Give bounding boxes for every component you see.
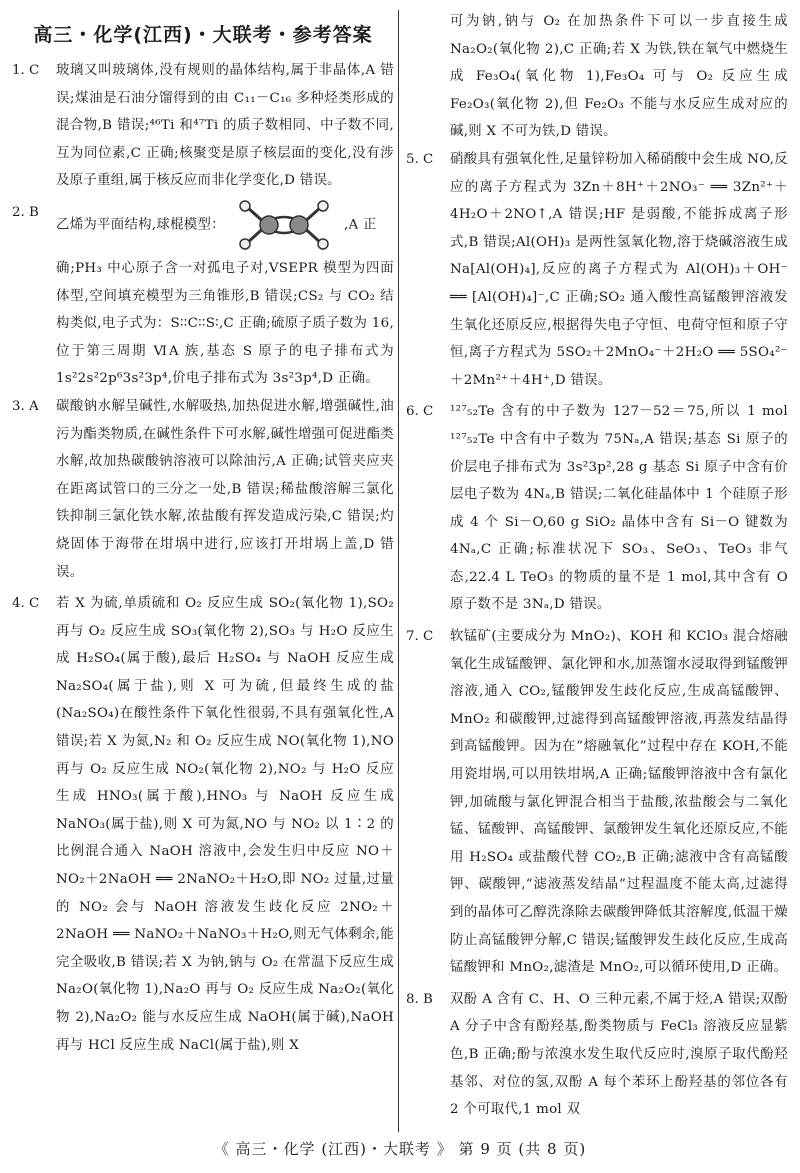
answer-item-5 [406, 146, 788, 394]
answer-number: 4. C [12, 596, 40, 612]
answer-item-6 [406, 398, 788, 619]
left-column [12, 14, 394, 1063]
column-divider [398, 10, 399, 1132]
answer-text: ¹²⁷₅₂Te 含有的中子数为 127－52＝75,所以 1 mol ¹²⁷₅₂Te 中含有中子数为 75Nₐ,A 错误;基态 Si 原子的价层电子排布式为 3s²3p²,28 g 基态 Si 原子中含有价层电子数为 4Nₐ,B 错误;二氧化硅晶体中 1 个硅原子形成 4 个 Si－O,60 g SiO₂ 晶体中含有 Si－O 键数为 4Nₐ,C 正确;标准状况下 SO₃、SeO₃、TeO₃ 非气态,22.4 L TeO₃ 的物质的量不是 1 mol,其中含有 O 原子数不是 3Nₐ,D 错误。 [450, 404, 788, 613]
answer-number: 7. C [406, 629, 434, 645]
answer-number: 2. B [12, 204, 39, 220]
answer-text: 软锰矿(主要成分为 MnO₂)、KOH 和 KClO₃ 混合熔融氧化生成锰酸钾、氯化钾和水,加蒸馏水浸取得到锰酸钾溶液,通入 CO₂,锰酸钾发生歧化反应,生成高锰酸钾、MnO₂ 和碳酸钾,过滤得到高锰酸钾溶液,再蒸发结晶得到高锰酸钾。因为在“熔融氧化”过程中存在 KOH,不能用瓷坩埚,可以用铁坩埚,A 正确;锰酸钾溶液中含有氯化钾,加硫酸与氯化钾混合相当于盐酸,浓盐酸会与二氧化锰、锰酸钾、高锰酸钾、氯酸钾发生氧化还原反应,不能用 H₂SO₄ 或盐酸代替 CO₂,B 正确;滤液中含有高锰酸钾、碳酸钾,“滤液蒸发结晶”过程温度不能太高,过滤得到的晶体可乙醇洗涤除去碳酸钾降低其溶解度,低温干燥防止高锰酸钾分解,C 错误;锰酸钾发生歧化反应,生成高锰酸钾和 MnO₂,滤渣是 MnO₂,可以循环使用,D 正确。 [450, 629, 788, 976]
page-title: 高三・化学(江西)・大联考・参考答案 [33, 24, 373, 46]
answer-text: 若 X 为硫,单质硫和 O₂ 反应生成 SO₂(氧化物 1),SO₂ 再与 O₂ 反应生成 SO₃(氧化物 2),SO₃ 与 H₂O 反应生成 H₂SO₄(属于酸),最后 H₂SO₄ 与 NaOH 反应生成 Na₂SO₄(属于盐),则 X 可为硫,但最终生成的盐(Na₂SO₄)在酸性条件下氧化性很弱,不具有强氧化性,A 错误;若 X 为氮,N₂ 和 O₂ 反应生成 NO(氧化物 1),NO 再与 O₂ 反应生成 NO₂(氧化物 2),NO₂ 与 H₂O 反应生成 HNO₃(属于酸),HNO₃ 与 NaOH 反应生成 NaNO₃(属于盐),则 X 可为氮,NO 与 NO₂ 以 1∶2 的比例混合通入 NaOH 溶液中,会发生归中反应 NO＋NO₂＋2NaOH ══ 2NaNO₂＋H₂O,即 NO₂ 过量,过量的 NO₂ 会与 NaOH 溶液发生歧化反应 2NO₂＋2NaOH ══ NaNO₂＋NaNO₃＋H₂O,则无气体剩余,能完全吸收,B 错误;若 X 为钠,钠与 O₂ 在常温下反应生成 Na₂O(氧化物 1),Na₂O 再与 O₂ 反应生成 Na₂O₂(氧化物 2),Na₂O₂ 能与水反应生成 NaOH(属于碱),NaOH 再与 HCl 反应生成 NaCl(属于盐),则 X [56, 596, 394, 1053]
answer-number: 8. B [406, 991, 433, 1007]
answer-text-continued: 确;PH₃ 中心原子含一对孤电子对,VSEPR 模型为四面体型,空间填充模型为三角锥形,B 错误;CS₂ 与 CO₂ 结构类似,电子式为：S∶∶C∶∶S∶,C 正确;硫原子质子数为 16,位于第三周期 ⅥA 族,基态 S 原子的电子排布式为 1s²2s²2p⁶3s²3p⁴,价电子排布式为 3s²3p⁴,D 正确。 [56, 260, 394, 387]
answer-item-1 [12, 57, 394, 195]
answer-text: 乙烯为平面结构,球棍模型： [56, 217, 225, 233]
answer-number: 1. C [12, 63, 40, 78]
answer-number: 5. C [406, 151, 434, 167]
answer-item-7 [406, 623, 788, 982]
answer-text-continued: 可为钠,钠与 O₂ 在加热条件下可以一步直接生成 Na₂O₂(氧化物 2),C 正确;若 X 为铁,铁在氧气中燃烧生成 Fe₃O₄(氧化物 1),Fe₃O₄ 可与 O₂ 反应生成 Fe₂O₃(氧化物 2),但 Fe₂O₃ 不能与水反应生成对应的碱,则 X 不可为铁,D 错误。 [450, 14, 788, 140]
answer-item-2 [12, 199, 394, 251]
ethylene-ball-stick-model [229, 199, 339, 251]
answer-number: 3. A [12, 398, 39, 414]
page-footer: 《 高三・化学 (江西)・大联考 》 第 9 页 (共 8 页) [213, 1140, 587, 1158]
answer-text-after: ,A 正 [343, 217, 377, 233]
answer-item-3 [12, 393, 394, 586]
answer-number: 6. C [406, 404, 434, 420]
answer-text: 玻璃又叫玻璃体,没有规则的晶体结构,属于非晶体,A 错误;煤油是石油分馏得到的由 C₁₁－C₁₆ 多种烃类形成的混合物,B 错误;⁴⁶Ti 和⁴⁷Ti 的质子数相同、中子数不同,互为同位素,C 正确;核聚变是原子核层面的变化,没有涉及原子重组,属于核反应而非化学变化,D 错误。 [56, 63, 394, 189]
answer-text: 双酚 A 含有 C、H、O 三种元素,不属于烃,A 错误;双酚 A 分子中含有酚羟基,酚类物质与 FeCl₃ 溶液反应显紫色,B 正确;酚与浓溴水发生取代反应时,溴原子取代酚羟基邻、对位的氢,双酚 A 每个苯环上酚羟基的邻位各有 2 个可取代,1 mol 双 [450, 991, 788, 1118]
answer-item-8 [406, 986, 788, 1124]
answer-item-4 [12, 590, 394, 1059]
right-column [406, 8, 788, 1128]
answer-text: 碳酸钠水解呈碱性,水解吸热,加热促进水解,增强碱性,油污为酯类物质,在碱性条件下可水解,碱性增强可促进酯类水解,故加热碳酸钠溶液可以除油污,A 正确;试管夹应夹在距离试管口的三分之一处,B 错误;稀盐酸溶解三氯化铁抑制三氯化铁水解,浓盐酸有挥发造成污染,C 错误;灼烧固体于海带在坩埚中进行,应该打开坩埚上盖,D 错误。 [56, 398, 394, 580]
answer-text: 硝酸具有强氧化性,足量锌粉加入稀硝酸中会生成 NO,反应的离子方程式为 3Zn＋8H⁺＋2NO₃⁻ ══ 3Zn²⁺＋4H₂O＋2NO↑,A 错误;HF 是弱酸,不能拆成离子形式,B 错误;Al(OH)₃ 是两性氢氧化物,溶于烧碱溶液生成 Na[Al(OH)₄],反应的离子方程式为 Al(OH)₃＋OH⁻ ══ [Al(OH)₄]⁻,C 正确;SO₂ 通入酸性高锰酸钾溶液发生氧化还原反应,根据得失电子守恒、电荷守恒和原子守恒,离子方程式为 5SO₂＋2MnO₄⁻＋2H₂O ══ 5SO₄²⁻＋2Mn²⁺＋4H⁺,D 错误。 [450, 151, 788, 388]
